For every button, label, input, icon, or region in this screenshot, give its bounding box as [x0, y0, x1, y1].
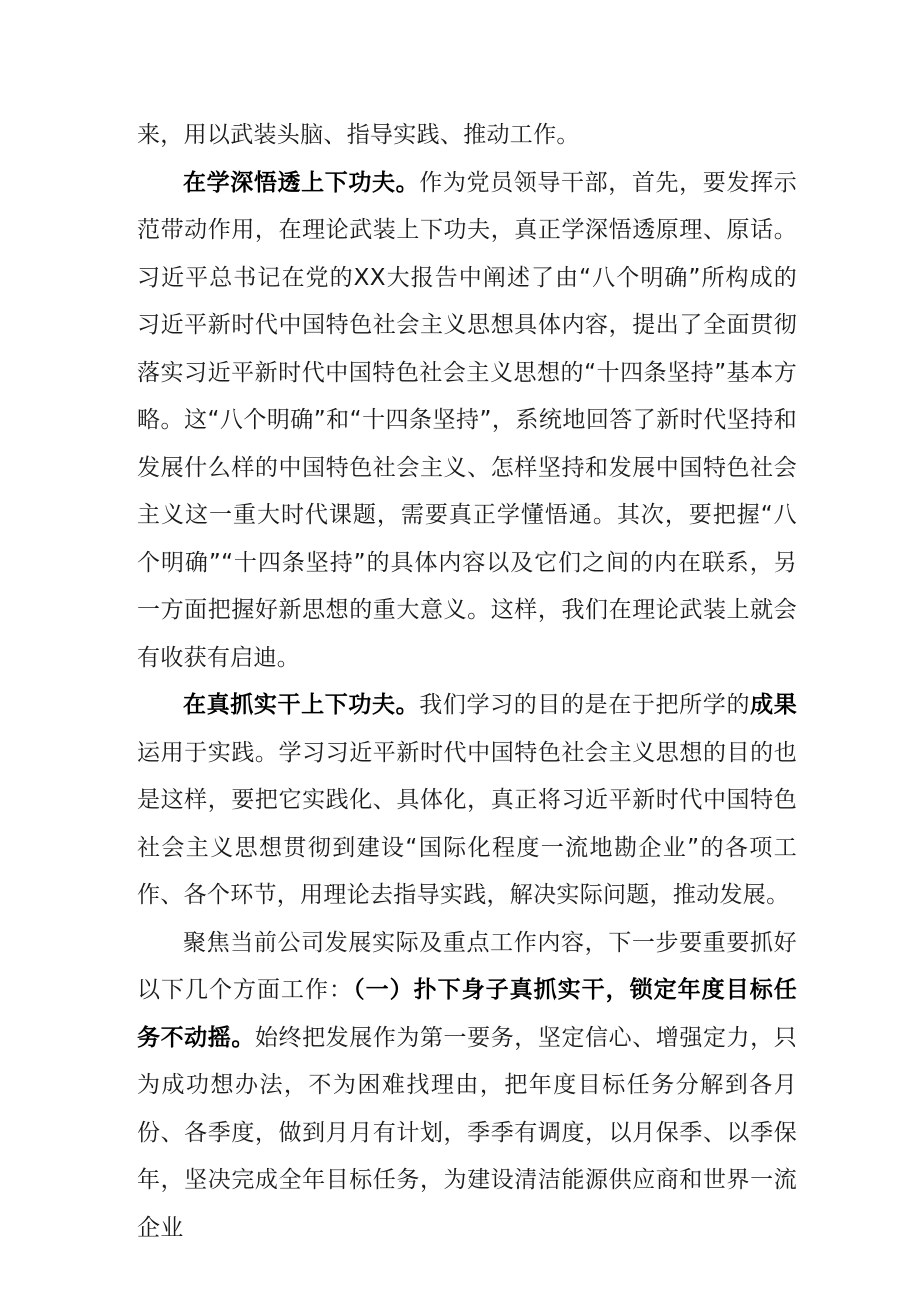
paragraph-text: 作为党员领导干部，首先，要发挥示范带动作用，在理论武装上下功夫，真正学深悟透原理、原话。习近平总书记在党的XX大报告中阐述了由“八个明确”所构成的习近平新时代中国特色社会主义思想具体内容，提出了全面贯彻落实习近平新时代中国特色社会主义思想的“十四条坚持”基本方略。这“八个明确”和“十四条坚持”，系统地回答了新时代坚持和发展什么样的中国特色社会主义、怎样坚持和发展中国特色社会主义这一重大时代课题，需要真正学懂悟通。其次，要把握“八个明确”“十四条坚持”的具体内容以及它们之间的内在联系，另一方面把握好新思想的重大意义。这样，我们在理论武装上就会有收获有启迪。 — [137, 169, 797, 671]
paragraph-focus-work — [137, 920, 797, 1253]
paragraph-study-deeply — [137, 160, 797, 683]
paragraph-text-tail: 运用于实践。学习习近平新时代中国特色社会主义思想的目的也是这样，要把它实践化、具体化，真正将习近平新时代中国特色社会主义思想贯彻到建设“国际化程度一流地勘企业”的各项工作、各个环节，用理论去指导实践，解决实际问题，推动发展。 — [137, 739, 797, 908]
paragraph-text: 聚焦当前公司发展实际及重点工作内容，下一步要重要抓好以下几个方面工作： — [137, 929, 797, 1003]
paragraph-text-tail: 始终把发展作为第一要务，坚定信心、增强定力，只为成功想办法，不为困难找理由，把年度目标任务分解到各月份、各季度，做到月月有计划，季季有调度，以月保季、以季保年，坚决完成全年目标任务，为建设清洁能源供应商和世界一流企业 — [137, 1024, 797, 1241]
paragraph-continuation — [137, 112, 797, 160]
paragraph-text: 我们学习的目的是在于把所学的 — [419, 692, 751, 718]
paragraph-heading: 在学深悟透上下功夫。 — [183, 169, 420, 196]
bold-term: 成果 — [750, 692, 798, 718]
paragraph-text: 来，用以武装头脑、指导实践、推动工作。 — [137, 122, 580, 148]
paragraph-heading: 在真抓实干上下功夫。 — [183, 692, 420, 718]
paragraph-practical-work — [137, 682, 797, 920]
bold-subheading: （一）扑下身子真抓实干，锁定年度目标任务不动摇。 — [137, 977, 798, 1051]
document-body — [137, 112, 797, 1252]
